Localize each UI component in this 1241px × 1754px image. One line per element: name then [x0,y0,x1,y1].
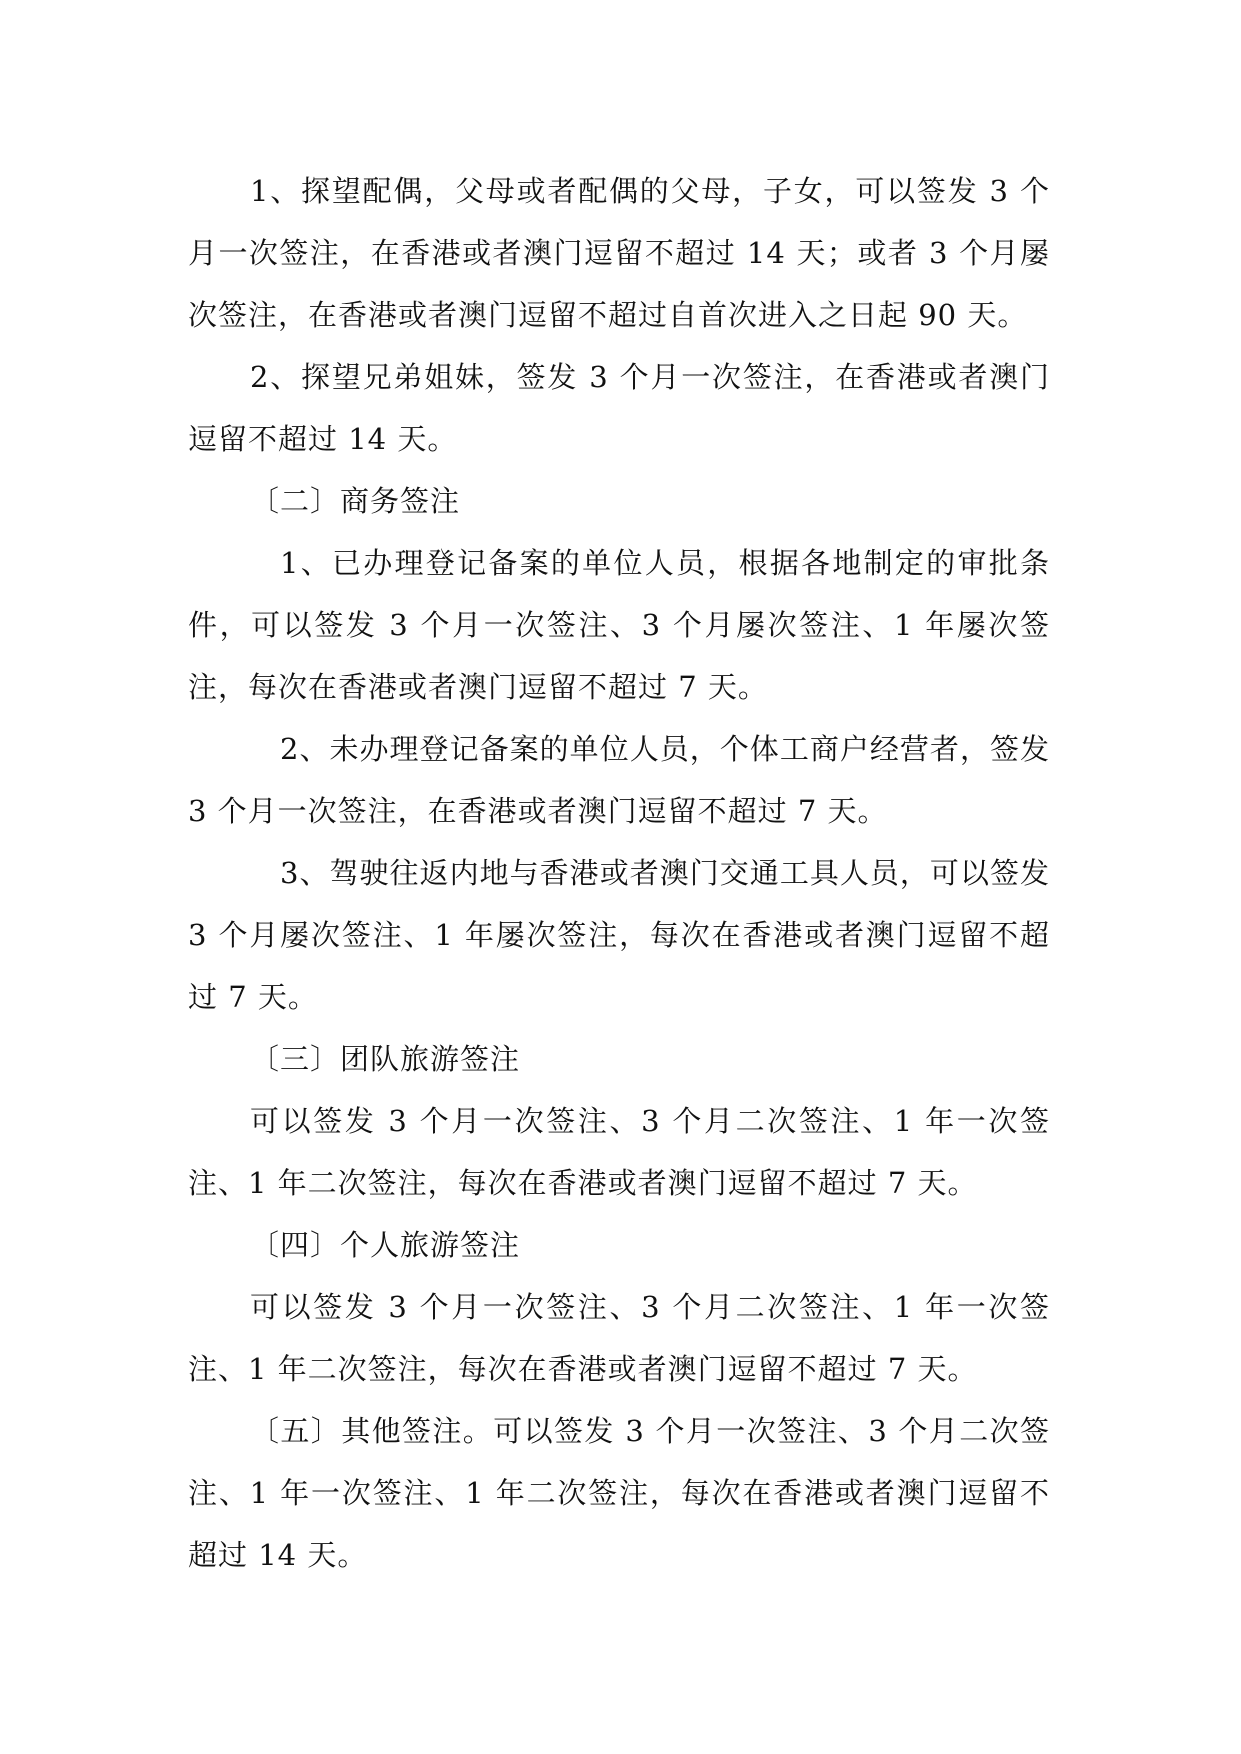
section-heading-group-tour: 〔三〕团队旅游签注 [250,1042,521,1076]
section-heading-individual-tour: 〔四〕个人旅游签注 [250,1228,521,1262]
paragraph-business-drivers: 3、驾驶往返内地与香港或者澳门交通工具人员，可以签发 3 个月屡次签注、1 年屡次签注，每次在香港或者澳门逗留不超过 7 天。 [188,856,1050,1014]
section-heading-business: 〔二〕商务签注 [250,484,461,518]
paragraph-individual-tour: 可以签发 3 个月一次签注、3 个月二次签注、1 年一次签注、1 年二次签注，每次在香港或者澳门逗留不超过 7 天。 [188,1290,1050,1386]
paragraph-other-endorsement: 〔五〕其他签注。可以签发 3 个月一次签注、3 个月二次签注、1 年一次签注、1 年二次签注，每次在香港或者澳门逗留不超过 14 天。 [188,1414,1050,1572]
paragraph-group-tour: 可以签发 3 个月一次签注、3 个月二次签注、1 年一次签注、1 年二次签注，每次在香港或者澳门逗留不超过 7 天。 [188,1104,1050,1200]
document-body [188,160,1050,1586]
paragraph-family-visit-siblings: 2、探望兄弟姐妹，签发 3 个月一次签注，在香港或者澳门逗留不超过 14 天。 [188,360,1050,456]
paragraph-family-visit-spouse: 1、探望配偶，父母或者配偶的父母，子女，可以签发 3 个月一次签注，在香港或者澳门逗留不超过 14 天；或者 3 个月屡次签注，在香港或者澳门逗留不超过自首次进入之日起 90 天。 [188,174,1050,332]
paragraph-business-registered: 1、已办理登记备案的单位人员，根据各地制定的审批条件，可以签发 3 个月一次签注、3 个月屡次签注、1 年屡次签注，每次在香港或者澳门逗留不超过 7 天。 [188,546,1050,704]
paragraph-business-unregistered: 2、未办理登记备案的单位人员，个体工商户经营者，签发 3 个月一次签注，在香港或者澳门逗留不超过 7 天。 [188,732,1050,828]
